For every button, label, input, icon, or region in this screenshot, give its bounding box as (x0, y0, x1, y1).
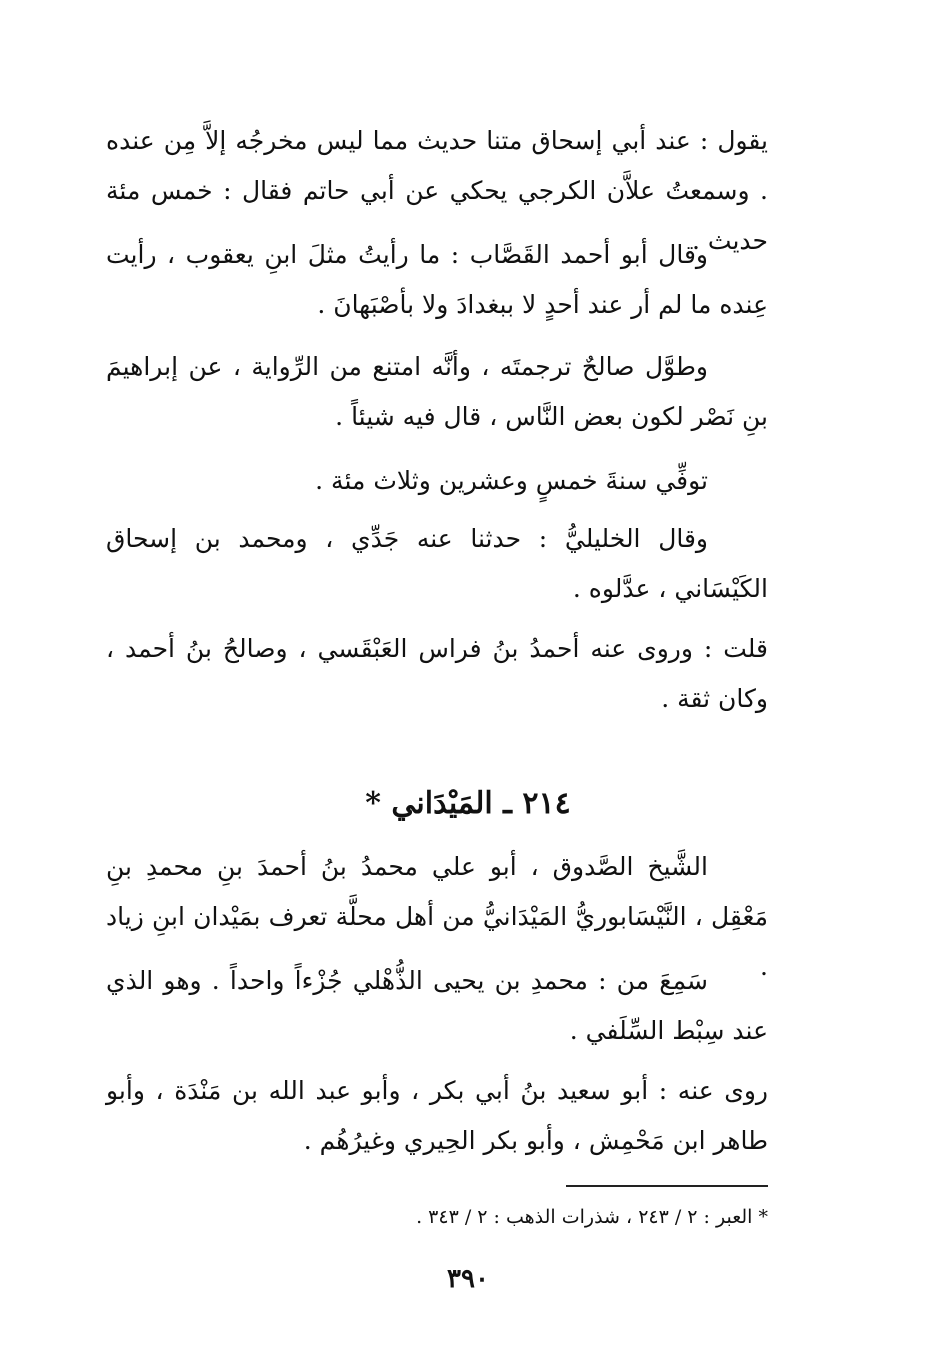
paragraph-6: قلت : وروى عنه أحمدُ بنُ فراس العَبْقَسي ، وصالحُ بنُ أحمد ، وكان ثقة . (106, 634, 768, 713)
paragraph-1: يقول : عند أبي إسحاق متنا حديث مما ليس مخرجُه إلاَّ مِن عنده . وسمعتُ علاَّن الكرجي يحكي عن أبي حاتم فقال : خمس مئة حديث . (106, 126, 768, 255)
page-number: ٣٩٠ (447, 1264, 489, 1294)
paragraph-2: وقال أبو أحمد القَصَّاب : ما رأيتُ مثلَ ابنِ يعقوب ، رأيت عِنده ما لم أر عند أحدٍ لا ببغدادَ ولا بأصْبَهانَ . (106, 240, 768, 319)
paragraph-3: وطوَّل صالحٌ ترجمتَه ، وأنَّه امتنع من الرِّواية ، عن إبراهيمَ بنِ نَصْر لكون بعض النَّاس ، قال فيه شيئاً . (106, 352, 768, 431)
paragraph-4: توفِّي سنةَ خمسٍ وعشرين وثلاث مئة . (315, 466, 708, 495)
footnote: * العبر : ٢ / ٢٤٣ ، شذرات الذهب : ٢ / ٣٤٣ . (416, 1206, 768, 1228)
entry-paragraph-2: سَمِعَ من : محمدِ بن يحيى الذُّهْلي جُزْءاً واحداً . وهو الذي عند سِبْط السِّلَفي . (106, 966, 768, 1045)
entry-paragraph-1: الشَّيخ الصَّدوق ، أبو علي محمدُ بنُ أحمدَ بنِ محمدِ بنِ مَعْقِل ، النَّيْسَابوريُّ المَيْدَانيُّ من أهل محلَّة تعرف بمَيْدان ابنِ زياد . (106, 852, 768, 981)
entry-paragraph-3: روى عنه : أبو سعيد بنُ أبي بكر ، وأبو عبد الله بن مَنْدَة ، وأبو طاهر ابن مَحْمِش ، وأبو بكر الحِيري وغيرُهُم . (106, 1076, 768, 1155)
footnote-divider (566, 1185, 768, 1187)
paragraph-5: وقال الخليليُّ : حدثنا عنه جَدِّي ، ومحمد بن إسحاق الكَيْسَاني ، عدَّلوه . (106, 524, 768, 603)
entry-heading: ٢١٤ ـ المَيْدَاني * (365, 786, 571, 821)
